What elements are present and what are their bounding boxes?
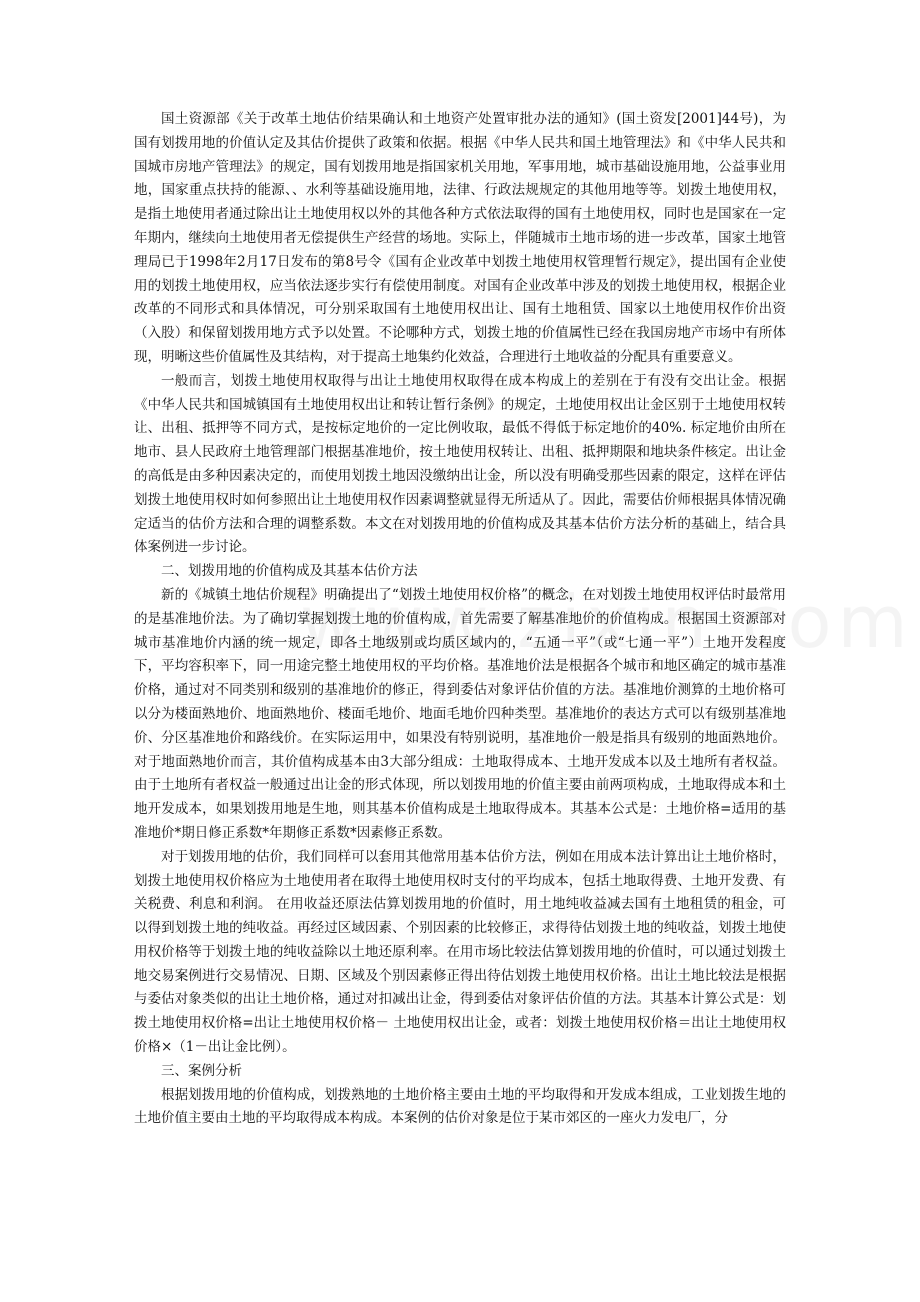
paragraph-benchmark-price: 新的《城镇土地估价规程》明确提出了“划拨土地使用权价格”的概念，在对划拨土地使用权评估时最常用的是基准地价法。为了确切掌握划拨土地的价值构成，首先需要了解基准地价的价值构成。根据国土资源部对城市基准地价内涵的统一规定，即各土地级别或均质区域内的，“五通一平”（或“七通一平”）土地开发程度下，平均容积率下，同一用途完整土地使用权的平均价格。基准地价法是根据各个城市和地区确定的城市基准价格，通过对不同类别和级别的基准地价的修正，得到委估对象评估价值的方法。基准地价测算的土地价格可以分为楼面熟地价、地面熟地价、楼面毛地价、地面毛地价四种类型。基准地价的表达方式可以有级别基准地价、分区基准地价和路线价。在实际运用中，如果没有特别说明，基准地价一般是指具有级别的地面熟地价。对于地面熟地价而言，其价值构成基本由3大部分组成：土地取得成本、土地开发成本以及土地所有者权益。由于土地所有者权益一般通过出让金的形式体现，所以划拨用地的价值主要由前两项构成，土地取得成本和土地开发成本，如果划拨用地是生地，则其基本价值构成是土地取得成本。其基本公式是：土地价格=适用的基准地价*期日修正系数*年期修正系数*因素修正系数。 [134,586,786,841]
paragraph-case-analysis: 根据划拨用地的价值构成，划拨熟地的土地价格主要由土地的平均取得和开发成本组成，工业划拨生地的土地价值主要由土地的平均取得成本构成。本案例的估价对象是位于某市郊区的一座火力发电厂，分 [134,1086,786,1127]
section-heading-2: 二、划拨用地的价值构成及其基本估价方法 [161,563,418,580]
paragraph-intro: 国土资源部《关于改革土地估价结果确认和土地资产处置审批办法的通知》(国土资发[2001]44号)，为国有划拨用地的价值认定及其估价提供了政策和依据。根据《中华人民共和国土地管理法》和《中华人民共和国城市房地产管理法》的规定，国有划拨用地是指国家机关用地，军事用地，城市基础设施用地，公益事业用地，国家重点扶持的能源、、水利等基础设施用地，法律、行政法规规定的其他用地等等。划拨土地使用权，是指土地使用者通过除出让土地使用权以外的其他各种方式依法取得的国有土地使用权，同时也是国家在一定年期内，继续向土地使用者无偿提供生产经营的场地。实际上，伴随城市土地市场的进一步改革，国家土地管理局已于1998年2月17日发布的第8号令《国有企业改革中划拨土地使用权管理暂行规定》，提出国有企业使用的划拨土地使用权，应当依法逐步实行有偿使用制度。对国有企业改革中涉及的划拨土地使用权，根据企业改革的不同形式和具体情况，可分别采取国有土地使用权出让、国有土地租赁、国家以土地使用权作价出资（入股）和保留划拨用地方式予以处置。不论哪种方式，划拨土地的价值属性已经在我国房地产市场中有所体现，明晰这些价值属性及其结构，对于提高土地集约化效益，合理进行土地收益的分配具有重要意义。 [134,111,786,365]
paragraph-valuation-methods: 对于划拨用地的估价，我们同样可以套用其他常用基本估价方法，例如在用成本法计算出让土地价格时，划拨土地使用权价格应为土地使用者在取得土地使用权时支付的平均成本，包括土地取得费、土地开发费、有关税费、利息和利润。 在用收益还原法估算划拨用地的价值时，用土地纯收益减去国有土地租赁的租金，可以得到划拨土地的纯收益。再经过区域因素、个别因素的比较修正，求得待估划拨土地的纯收益，划拨土地使用权价格等于划拨土地的纯收益除以土地还原利率。在用市场比较法估算划拨用地的价值时，可以通过划拨土地交易案例进行交易情况、日期、区域及个别因素修正得出待估划拨土地使用权价格。出让土地比较法是根据与委估对象类似的出让土地价格，通过对扣减出让金，得到委估对象评估价值的方法。其基本计算公式是：划拨土地使用权价格=出让土地使用权价格－ 土地使用权出让金，或者：划拨土地使用权价格＝出让土地使用权价格×（1－出让金比例）。 [134,848,786,1056]
document-body [134,108,786,1131]
paragraph-comparison: 一般而言，划拨土地使用权取得与出让土地使用权取得在成本构成上的差别在于有没有交出让金。根据《中华人民共和国城镇国有土地使用权出让和转让暂行条例》的规定，土地使用权出让金区别于土地使用权转让、出租、抵押等不同方式，是按标定地价的一定比例收取，最低不得低于标定地价的40%. 标定地价由所在地市、县人民政府土地管理部门根据基准地价，按土地使用权转让、出租、抵押期限和地块条件核定。出让金的高低是由多种因素决定的，而使用划拨土地因没缴纳出让金，所以没有明确受那些因素的限定，这样在评估划拨土地使用权时如何参照出让土地使用权作因素调整就显得无所适从了。因此，需要估价师根据具体情况确定适当的估价方法和合理的调整系数。本文在对划拨用地的价值构成及其基本估价方法分析的基础上，结合具体案例进一步讨论。 [134,372,786,556]
section-heading-3: 三、案例分析 [161,1062,242,1079]
